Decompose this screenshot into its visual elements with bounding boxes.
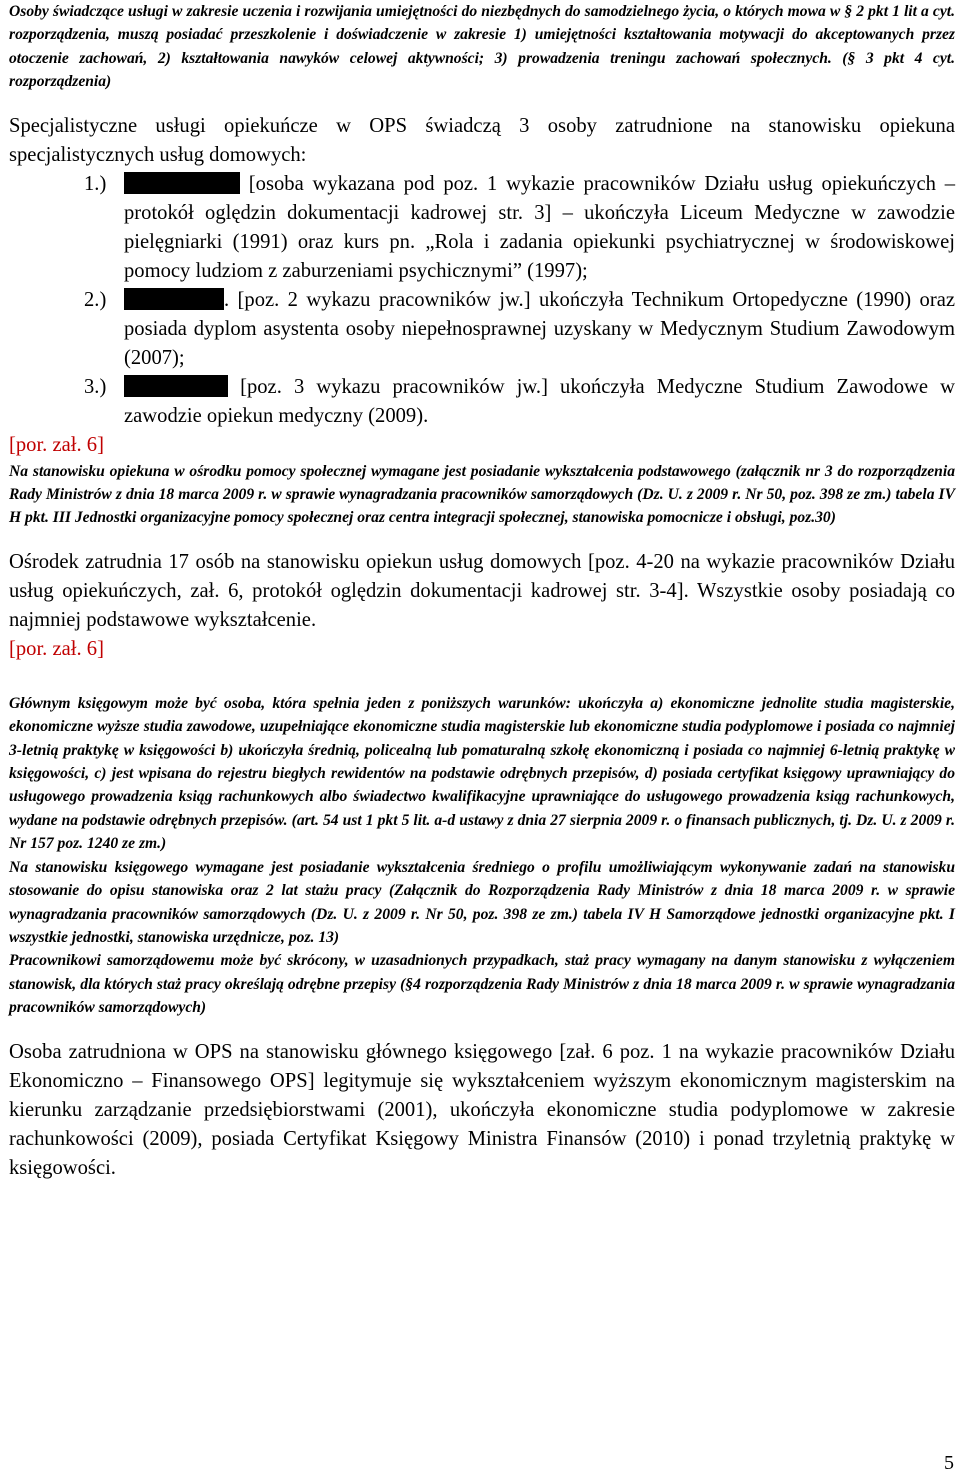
redacted-name: [124, 375, 228, 397]
reference-attachment: [por. zał. 6]: [9, 637, 104, 660]
list-item: [9, 170, 955, 286]
legal-citation-seniority: Pracownikowi samorządowemu może być skrócony, w uzasadnionych przypadkach, staż pracy wymagany na danym stanowisku z wyłączeniem stanowisk, dla których staż pracy określają odrębne przepisy (§4 rozporządzenia Rady Ministrów z dnia 18 marca 2009 r. w sprawie wynagradzania pracowników samorządowych): [9, 952, 955, 1017]
redacted-name: [124, 288, 224, 310]
document-page: [9, 0, 955, 1183]
reference-attachment: [por. zał. 6]: [9, 433, 104, 456]
list-item-number: 2.): [84, 288, 107, 311]
list-item: [9, 373, 955, 431]
list-item-text: [osoba wykazana pod poz. 1 wykazie pracowników Działu usług opiekuńczych – protokół oględzin dokumentacji kadrowej str. 3] – ukończyła Liceum Medyczne w zawodzie pielęgniarki (1991) oraz kurs pn. „Rola i zadania opiekunki psychiatrycznej w środowiskowej pomocy ludziom z zaburzeniami psychicznymi” (1997);: [124, 172, 955, 282]
paragraph-caregivers: Ośrodek zatrudnia 17 osób na stanowisku opiekun usług domowych [poz. 4-20 na wykazie pracowników Działu usług opiekuńczych, zał. 6, protokół oględzin dokumentacji kadrowej str. 3-4]. Wszystkie osoby posiadają co najmniej podstawowe wykształcenie.: [9, 550, 955, 631]
page-number: 5: [944, 1452, 954, 1474]
redacted-name: [124, 172, 240, 194]
paragraph-specialist-services: Specjalistyczne usługi opiekuńcze w OPS świadczą 3 osoby zatrudnione na stanowisku opiekuna specjalistycznych usług domowych:: [9, 114, 955, 166]
legal-citation-care-services: Osoby świadczące usługi w zakresie uczenia i rozwijania umiejętności do niezbędnych do samodzielnego życia, o których mowa w § 2 pkt 1 lit a cyt. rozporządzenia, muszą posiadać przeszkolenie i doświadczenie w zakresie 1) umiejętności kształtowania motywacji do akceptowanych przez otoczenie zachowań, 2) kształtowania nawyków celowej aktywności; 3) prowadzenia treningu zachowań społecznych. (§ 3 pkt 4 cyt. rozporządzenia): [9, 3, 955, 91]
list-item-text: [poz. 3 wykazu pracowników jw.] ukończyła Medyczne Studium Zawodowe w zawodzie opiekun medyczny (2009).: [124, 375, 955, 427]
legal-citation-chief-accountant: Głównym księgowym może być osoba, która spełnia jeden z poniższych warunków: ukończyła a) ekonomiczne jednolite studia magisterskie, ekonomiczne wyższe studia zawodowe, uzupełniające ekonomiczne studia magisterskie lub ekonomiczne studia podyplomowe i posiada co najmniej 3-letnią praktykę w księgowości b) ukończyła średnią, policealną lub pomaturalną szkołę ekonomiczną i posiada co najmniej 6-letnią praktykę w księgowości, c) jest wpisana do rejestru biegłych rewidentów na podstawie odrębnych przepisów, d) posiada certyfikat księgowy uprawniający do usługowego prowadzenia ksiąg rachunkowych albo świadectwo kwalifikacyjne uprawniające do usługowego prowadzenia ksiąg rachunkowych, wydane na podstawie odrębnych przepisów. (art. 54 ust 1 pkt 5 lit. a-d ustawy z dnia 27 sierpnia 2009 r. o finansach publicznych, tj. Dz. U. z 2009 r. Nr 157 poz. 1240 ze zm.): [9, 694, 955, 853]
legal-citation-caregiver: Na stanowisku opiekuna w ośrodku pomocy społecznej wymagane jest posiadanie wykształcenia podstawowego (załącznik nr 3 do rozporządzenia Rady Ministrów z dnia 18 marca 2009 r. w sprawie wynagradzania pracowników samorządowych (Dz. U. z 2009 r. Nr 50, poz. 398 ze zm.) tabela IV H pkt. III Jednostki organizacyjne pomocy społecznej oraz centra integracji społecznej, stanowiska pomocnicze i obsługi, poz.30): [9, 462, 955, 527]
list-item-text: . [poz. 2 wykazu pracowników jw.] ukończyła Technikum Ortopedyczne (1990) oraz posiada dyplom asystenta osoby niepełnosprawnej uzyskany w Medycznym Studium Zawodowym (2007);: [124, 288, 955, 369]
staff-list: [9, 170, 955, 431]
list-item: [9, 286, 955, 373]
legal-citation-accountant: Na stanowisku księgowego wymagane jest posiadanie wykształcenia średniego o profilu umożliwiającym wykonywanie zadań na stanowisku stosowanie do opisu stanowiska oraz 2 lat stażu pracy (Załącznik do Rozporządzenia Rady Ministrów z dnia 18 marca 2009 r. w sprawie wynagradzania pracowników samorządowych (Dz. U. z 2009 r. Nr 50, poz. 398 ze zm.) tabela IV H Samorządowe jednostki organizacyjne pkt. I wszystkie jednostki, stanowiska urzędnicze, poz. 13): [9, 858, 955, 946]
list-item-number: 1.): [84, 172, 107, 195]
list-item-number: 3.): [84, 375, 107, 398]
paragraph-chief-accountant: Osoba zatrudniona w OPS na stanowisku głównego księgowego [zał. 6 poz. 1 na wykazie pracowników Działu Ekonomiczno – Finansowego OPS] legitymuje się wykształceniem wyższym ekonomicznym magisterskim na kierunku zarządzanie przedsiębiorstwami (2001), ukończyła ekonomiczne studia podyplomowe w zakresie rachunkowości (2009), posiada Certyfikat Księgowy Ministra Finansów (2010) i ponad trzyletnią praktykę w księgowości.: [9, 1040, 955, 1179]
